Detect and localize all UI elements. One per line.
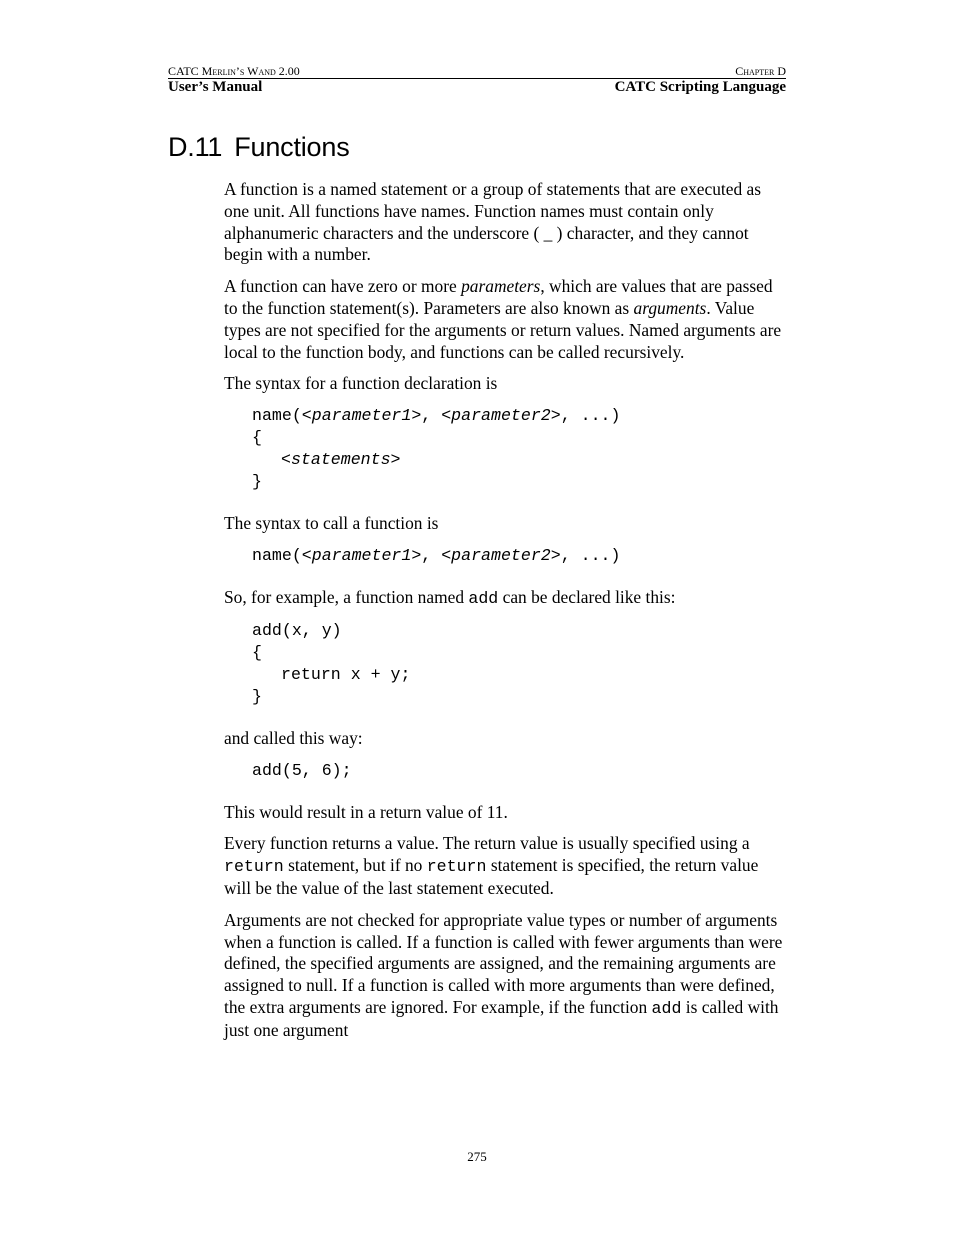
inline-code: return: [224, 857, 284, 877]
code-token: , ...): [560, 406, 621, 426]
code-placeholder: <statements>: [281, 450, 401, 470]
code-line: {: [252, 642, 262, 662]
section-body: [224, 179, 786, 1052]
running-header-bottom: [168, 78, 786, 98]
paragraph-call-intro: The syntax to call a function is: [224, 513, 439, 534]
header-product: CATC Merlin’s Wand 2.00: [168, 64, 300, 78]
paragraph-declaration-intro: The syntax for a function declaration is: [224, 373, 498, 394]
code-line: [252, 449, 786, 471]
code-token: name(: [252, 406, 302, 426]
code-block-declaration: [252, 405, 786, 493]
code-placeholder: <parameter2>: [441, 406, 561, 426]
page-number: 275: [467, 1149, 487, 1164]
section-name: Functions: [234, 132, 350, 162]
paragraph-argument-checking: [224, 910, 786, 1042]
code-line: [252, 405, 786, 427]
inline-code: return: [426, 857, 487, 877]
section-number: D.11: [168, 132, 223, 162]
text-run: statement, but if no: [283, 855, 427, 876]
code-block-call: [252, 545, 786, 567]
text-run: So, for example, a function named: [224, 586, 469, 607]
text-run: can be declared like this:: [498, 586, 676, 607]
inline-code: add: [651, 998, 682, 1018]
paragraph-parameters: [224, 276, 786, 363]
paragraph-example-intro: [224, 587, 786, 610]
code-line: }: [252, 686, 262, 706]
code-line: [252, 545, 786, 567]
header-chapter: Chapter D: [735, 64, 786, 78]
code-placeholder: <parameter1>: [301, 406, 422, 426]
emphasis-arguments: arguments: [633, 297, 707, 318]
section-title: [168, 132, 350, 163]
paragraph-result: This would result in a return value of 11.: [224, 801, 508, 822]
text-run: Every function returns a value. The return value is usually specified using a: [224, 833, 750, 854]
code-token: ,: [421, 545, 442, 565]
code-placeholder: <parameter2>: [441, 545, 561, 565]
code-line: {: [252, 428, 262, 448]
code-token: , ...): [560, 545, 621, 565]
emphasis-parameters: parameters: [461, 276, 541, 297]
code-token: name(: [252, 545, 302, 565]
text-run: Arguments are not checked for appropriate value types or number of arguments when a function is called. If a function is called with fewer arguments than were defined, the specified arguments are assigned, and the remaining arguments are assigned to null. If a function is called with more arguments than were defined, the extra arguments are ignored. For example, if the function: [224, 909, 783, 1017]
code-line: add(x, y): [252, 620, 342, 640]
paragraph-return-value: [224, 833, 786, 899]
text-run: A function can have zero or more: [224, 276, 462, 297]
header-manual: User’s Manual: [168, 79, 263, 95]
paragraph-definition: A function is a named statement or a group of statements that are executed as one unit. All functions have names. Function names must contain only alphanumeric characters and the underscore ( _ ) character, and they cannot begin with a number.: [224, 179, 761, 265]
code-line: }: [252, 472, 262, 492]
code-token: ,: [421, 406, 442, 426]
running-header-top: [168, 62, 786, 79]
code-line: return x + y;: [281, 664, 411, 684]
text-run: . Value types are not specified for the arguments or return values. Named arguments are local to the function body, and functions can be called recursively.: [224, 297, 782, 362]
text-run: , which are values that are passed to the function statement(s). Parameters are also known as: [224, 276, 773, 318]
inline-code: add: [468, 588, 499, 608]
code-line: add(5, 6);: [252, 760, 352, 780]
text-run: is called with just one argument: [224, 996, 779, 1040]
header-chapter-title: CATC Scripting Language: [614, 79, 786, 95]
code-block-add-declaration: [252, 620, 786, 708]
text-run: statement is specified, the return value will be the value of the last statement executed.: [224, 855, 759, 898]
paragraph-called-this-way: and called this way:: [224, 727, 363, 748]
code-block-add-call: [252, 760, 786, 782]
code-placeholder: <parameter1>: [301, 545, 422, 565]
